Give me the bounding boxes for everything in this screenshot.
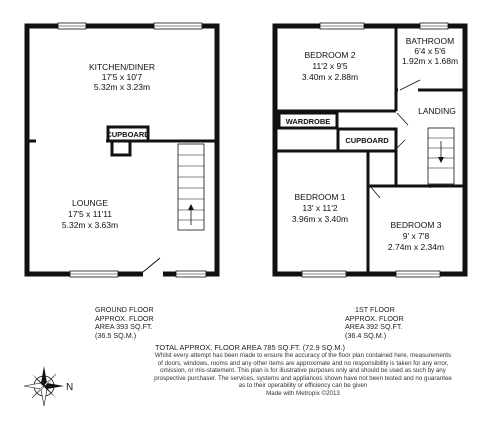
- landing-name: LANDING: [418, 106, 456, 116]
- bedroom2-dim-metric: 3.40m x 2.88m: [301, 72, 359, 82]
- disclaimer-line3: omission, or mis-statement. This plan is for illustrative purposes only and should be used as such by any: [160, 367, 446, 375]
- disclaimer-line6: Made with Metropix ©2013: [266, 389, 340, 397]
- lounge-dim-imperial: 17'5 x 11'11: [67, 209, 113, 219]
- compass-icon: [22, 362, 76, 410]
- compass-north-letter: N: [66, 382, 74, 393]
- wardrobe: [279, 113, 337, 128]
- bedroom3-dim-imperial: 9' x 7'8: [402, 231, 430, 241]
- lounge-dim-metric: 5.32m x 3.63m: [61, 220, 119, 230]
- first-caption-line1: 1ST FLOOR: [355, 305, 395, 314]
- ground-cupboard-label: CUPBOARD: [106, 130, 150, 139]
- bedroom3-dim-metric: 2.74m x 2.34m: [387, 242, 445, 252]
- ground-caption-line3: AREA 393 SQ.FT.: [95, 322, 153, 332]
- bedroom1-dim-metric: 3.96m x 3.40m: [291, 214, 349, 224]
- disclaimer-line1: Whilst every attempt has been made to ensure the accuracy of the floor plan contained here, measurements: [154, 352, 452, 359]
- ground-floor-plan: [27, 23, 217, 278]
- wardrobe-label: WARDROBE: [285, 117, 331, 126]
- first-floor-plan: [275, 23, 465, 277]
- disclaimer-line5: as to their operability or efficiency can be given: [238, 382, 368, 390]
- lounge-name: LOUNGE: [72, 198, 108, 208]
- first-floor-caption: [345, 306, 404, 340]
- kitchen-dim-imperial: 17'5 x 10'7: [101, 72, 143, 82]
- kitchen-dim-metric: 5.32m x 3.23m: [93, 82, 151, 92]
- disclaimer-line4: prospective purchaser. The services, systems and appliances shown have not been tested and no guarantee: [154, 374, 452, 382]
- ground-caption-line4: (36.5 SQ.M.): [95, 330, 137, 340]
- kitchen-lounge-opening: [36, 138, 106, 144]
- bathroom-dim-metric: 1.92m x 1.68m: [401, 56, 459, 66]
- first-caption-line4: (36.4 SQ.M.): [345, 330, 387, 340]
- kitchen-name: KITCHEN/DINER: [88, 62, 156, 72]
- first-cupboard-label: CUPBOARD: [345, 136, 389, 145]
- disclaimer: [118, 352, 488, 398]
- first-floor-cupboard: [338, 129, 396, 151]
- first-floor-staircase: [428, 128, 454, 184]
- first-caption-line2: APPROX. FLOOR: [345, 313, 404, 323]
- bathroom-dim-imperial: 6'4 x 5'6: [414, 46, 446, 56]
- ground-floor-caption: [95, 306, 154, 340]
- ground-caption-line1: GROUND FLOOR: [95, 305, 154, 314]
- bedroom1-name: BEDROOM 1: [294, 192, 346, 202]
- ground-floor-staircase: [178, 144, 204, 230]
- first-caption-line3: AREA 392 SQ.FT.: [345, 322, 403, 332]
- total-floor-area: TOTAL APPROX. FLOOR AREA 785 SQ.FT. (72.9 SQ.M.): [154, 343, 346, 352]
- bedroom1-dim-imperial: 13' x 11'2: [302, 203, 338, 213]
- ground-caption-line2: APPROX. FLOOR: [95, 313, 154, 323]
- front-door: [143, 258, 163, 278]
- bedroom3-name: BEDROOM 3: [390, 220, 442, 230]
- ground-floor-cupboard: [106, 127, 150, 155]
- bedroom2-name: BEDROOM 2: [304, 50, 356, 60]
- bedroom2-dim-imperial: 11'2 x 9'5: [312, 61, 348, 71]
- bathroom-name: BATHROOM: [405, 36, 455, 46]
- disclaimer-line2: of doors, windows, rooms and any other items are approximate and no responsibility is taken for any error,: [157, 359, 449, 367]
